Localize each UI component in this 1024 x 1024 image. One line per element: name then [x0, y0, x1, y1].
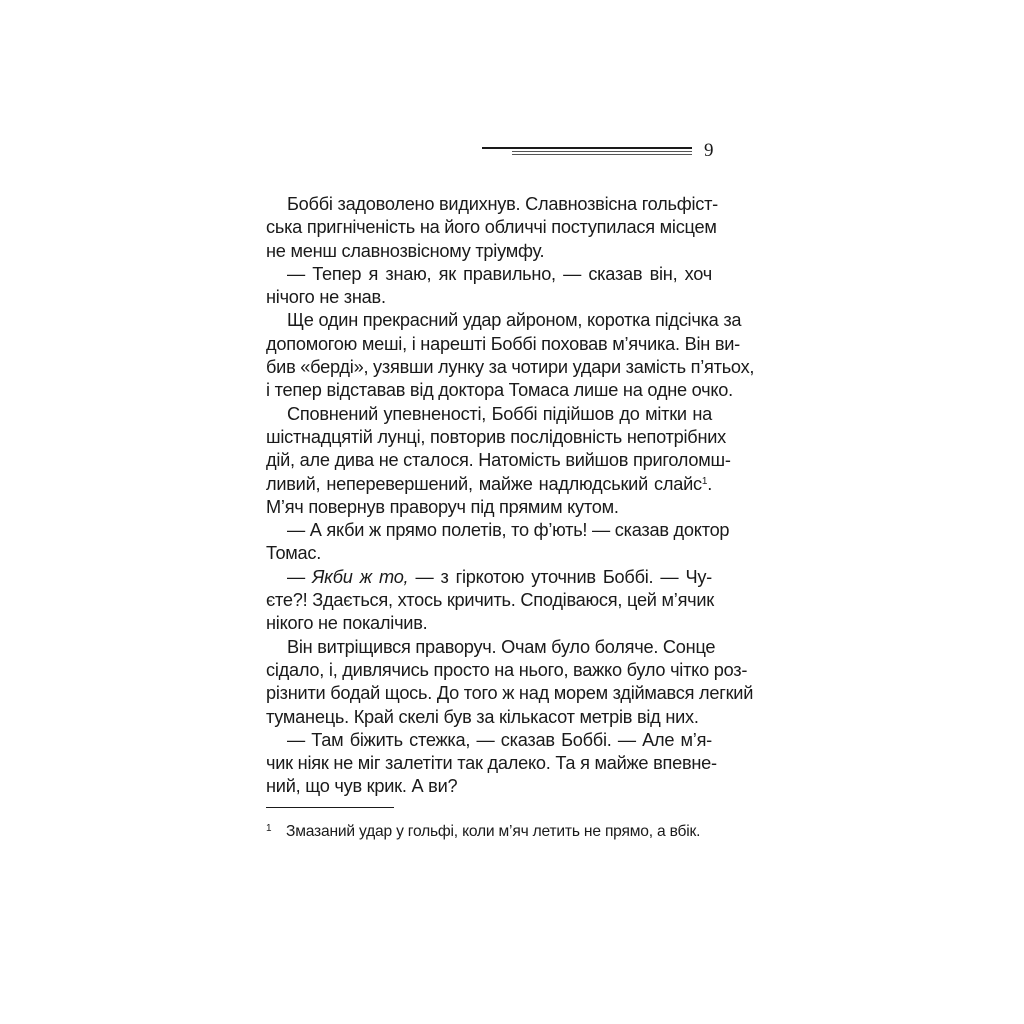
page-header [482, 140, 714, 164]
text-line-content: туманець. Край скелі був за кількасот метрів від них. [266, 706, 699, 727]
page-number: 9 [704, 140, 714, 161]
text-line-suffix: . [707, 473, 712, 494]
text-line-prefix: — [287, 566, 313, 587]
text-line [266, 659, 748, 682]
text-line [266, 286, 712, 309]
text-line [266, 612, 712, 635]
footnote-reference: 1 [701, 475, 708, 487]
text-line [266, 240, 712, 263]
text-line-content: чик ніяк не міг залетіти так далеко. Та я майже впевне- [266, 753, 717, 774]
body-text [266, 193, 755, 799]
text-line-content: дій, але дива не сталося. Натомість вийшов приголомш- [266, 450, 731, 471]
text-line-content: шістнадцятій лунці, повторив послідовність непотрібних [266, 426, 727, 447]
text-line [266, 379, 733, 402]
text-line [266, 519, 730, 542]
text-line-content: ливий, неперевершений, майже надлюдський слайс [266, 473, 702, 494]
text-line-content: ська пригніченість на його обличчі поступилася місцем [266, 217, 717, 238]
text-line-content: Томас. [266, 543, 322, 564]
footnote-rule [266, 807, 394, 808]
header-rule-thin [512, 151, 692, 152]
text-line [266, 682, 754, 705]
italic-text: Якби ж то, [312, 566, 409, 587]
text-line [266, 636, 716, 659]
text-line [266, 706, 712, 729]
text-line [266, 333, 740, 356]
text-line-content: допомогою меші, і нарешті Боббі поховав м’ячика. Він ви- [266, 333, 740, 354]
text-line [266, 473, 712, 496]
text-line-content: нікого не покалічив. [266, 613, 428, 634]
text-line [266, 729, 712, 752]
header-rule-thick [482, 147, 692, 149]
text-line [266, 775, 712, 798]
text-line-content: — А якби ж прямо полетів, то ф’ють! — сказав доктор [287, 520, 730, 541]
footnote-marker: 1 [266, 823, 272, 834]
text-line-content: — Там біжить стежка, — сказав Боббі. — Але м’я- [287, 729, 712, 750]
text-line [266, 589, 715, 612]
text-line [266, 263, 712, 286]
text-line [266, 193, 718, 216]
text-line-content: сідало, і, дивлячись просто на нього, важко було чітко роз- [266, 659, 748, 680]
text-line-content: єте?! Здається, хтось кричить. Сподіваюся, цей м’ячик [266, 590, 715, 611]
text-line-rest: — з гіркотою уточнив Боббі. — Чу- [408, 566, 712, 587]
text-line [266, 566, 712, 589]
footnote-text: Змазаний удар у гольфі, коли м’яч летить не прямо, а вбік. [286, 823, 701, 840]
text-line-content: Він витріщився праворуч. Очам було боляче. Сонце [287, 636, 716, 657]
text-line [266, 542, 712, 565]
footnote [266, 819, 712, 841]
text-line [266, 752, 717, 775]
text-line-content: ний, що чув крик. А ви? [266, 776, 458, 797]
text-line-content: Сповнений упевненості, Боббі підійшов до мітки на [287, 403, 712, 424]
text-line-content: і тепер відставав від доктора Томаса лише на одне очко. [266, 380, 733, 401]
text-line-content: М’яч повернув праворуч під прямим кутом. [266, 496, 619, 517]
text-line-content: різнити бодай щось. До того ж над морем здіймався легкий [266, 683, 754, 704]
text-line [266, 309, 742, 332]
text-line [266, 426, 727, 449]
text-line-content: — Тепер я знаю, як правильно, — сказав він, хоч [287, 263, 712, 284]
text-line-content: нічого не знав. [266, 287, 386, 308]
text-line [266, 403, 712, 426]
text-line [266, 216, 717, 239]
text-line-content: Боббі задоволено видихнув. Славнозвісна гольфіст- [287, 194, 718, 214]
text-line [266, 356, 755, 379]
text-line-content: бив «берді», узявши лунку за чотири удари замість п’ятьох, [266, 357, 755, 378]
text-line-content: не менш славнозвісному тріумфу. [266, 240, 545, 261]
text-line [266, 496, 712, 519]
text-line [266, 449, 731, 472]
text-line-content: Ще один прекрасний удар айроном, коротка підсічка за [287, 310, 742, 331]
header-rule-thin [512, 154, 692, 155]
